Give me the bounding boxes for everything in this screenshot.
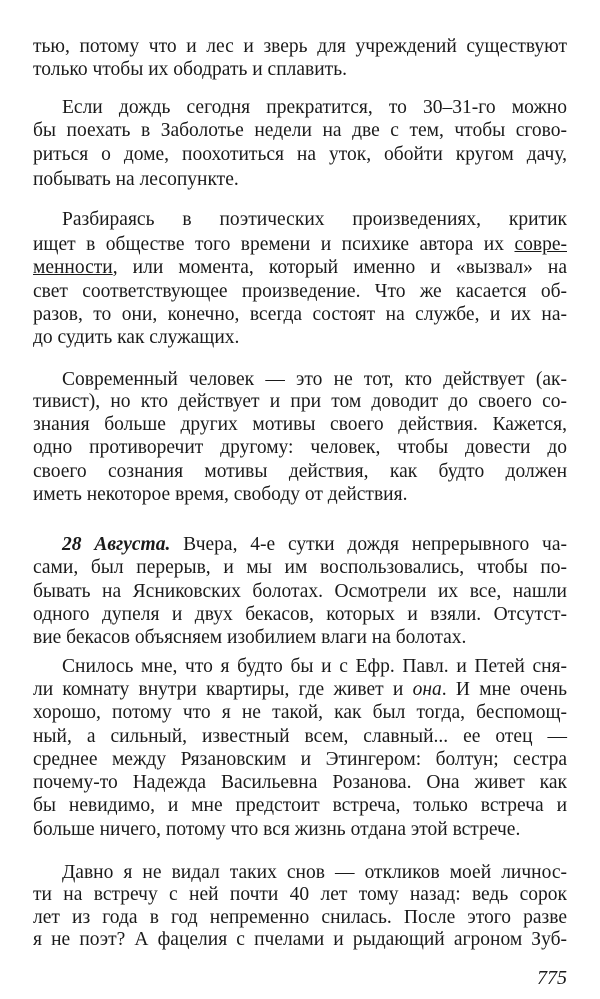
text-segment: риться о доме, поохотиться на уток, обойти кругом дачу, [33,144,567,165]
text-line [33,556,567,580]
text-line [62,368,567,392]
text-line [33,168,567,192]
text-segment: лет из года в год непременно снилась. После этого разве [33,907,567,928]
text-segment: бы поехать в Заболотье недели на две с тем, чтобы сгово- [33,120,567,141]
text-line [33,256,567,280]
text-line [33,906,567,930]
text-segment: почему-то Надежда Васильевна Розанова. Она живет как [33,772,567,793]
text-segment: до судить как служащих. [33,327,240,348]
text-line [33,119,567,143]
text-line [33,771,567,795]
text-line [33,35,567,59]
text-line [33,626,567,650]
text-line [33,818,567,842]
text-line [33,483,567,507]
text-line [33,233,567,257]
text-line [33,748,567,772]
text-line [33,58,567,82]
text-segment: одного дупеля и двух бекасов, которых и взяли. Отсутст- [33,604,567,625]
text-line [33,928,567,952]
text-line [33,390,567,414]
page-number: 775 [537,967,567,989]
text-segment: вие бекасов объясняем изобилием влаги на болотах. [33,627,467,648]
text-segment: среднее между Рязановским и Этингером: болтун; сестра [33,749,567,770]
text-segment: бы невидимо, и мне предстоит встреча, только встреча и [33,795,567,816]
text-segment: своего сознания мотивы действия, как будто должен [33,461,567,482]
text-line [33,701,567,725]
text-line [33,280,567,304]
text-segment: одно противоречит другому: человек, чтобы довести до [33,437,567,458]
text-segment: ищет в обществе того времени и психике автора их [33,234,515,255]
text-segment: ти на встречу с ней почти 40 лет тому назад: ведь сорок [33,884,567,905]
text-segment: Вчера, 4-е сутки дождя непрерывного ча- [170,534,567,555]
text-segment: Снилось мне, что я будто бы и с Ефр. Павл. и Петей сня- [62,656,567,677]
text-segment: , или момента, который именно и «вызвал» на [112,257,567,278]
text-segment: бывать на Ясниковских болотах. Осмотрели их все, нашли [33,581,567,602]
text-segment: тью, потому что и лес и зверь для учреждений существуют [33,36,567,57]
underlined-text: совре- [514,234,567,255]
text-segment: ный, а сильный, известный всем, славный... ее отец — [33,726,567,747]
text-line [33,603,567,627]
text-line [33,794,567,818]
text-segment: побывать на лесопункте. [33,169,239,190]
text-segment: сами, был перерыв, и мы им воспользовались, чтобы по- [33,557,567,578]
text-line [33,883,567,907]
text-segment: разов, то они, конечно, всегда состоят на службе, и их на- [33,304,567,325]
text-line [33,460,567,484]
text-segment: Если дождь сегодня прекратится, то 30–31-го можно [62,97,567,118]
text-segment: я не поэт? А фацелия с пчелами и рыдающий агроном Зуб- [33,929,567,950]
text-line [33,413,567,437]
text-segment: знания больше других мотивы своего действия. Кажется, [33,414,567,435]
text-line [62,96,567,120]
text-line [62,208,567,232]
text-line [33,303,567,327]
text-line [33,678,567,702]
underlined-text: менности [33,257,113,278]
text-line [33,143,567,167]
text-line [33,580,567,604]
text-segment: хорошо, потому что я не такой, как был тогда, беспомощ- [33,702,567,723]
text-segment: больше ничего, потому что вся жизнь отдана этой встрече. [33,819,521,840]
date-heading: 28 Августа. [62,534,171,555]
text-line [33,436,567,460]
text-segment: Разбираясь в поэтических произведениях, критик [62,209,567,230]
text-line [33,725,567,749]
text-segment: ли комнату внутри квартиры, где живет и [33,679,413,700]
text-segment: иметь некоторое время, свободу от действия. [33,484,408,505]
text-line [62,861,567,885]
text-segment: Современный человек — это не тот, кто действует (ак- [62,369,567,390]
emphasis: она [412,679,442,700]
text-line [62,655,567,679]
text-segment: свет соответствующее произведение. Что же касается об- [33,281,567,302]
text-segment: . И мне очень [441,679,567,700]
text-segment: только чтобы их ободрать и сплавить. [33,59,347,80]
text-line [62,533,567,557]
text-segment: Давно я не видал таких снов — откликов моей личнос- [62,862,567,883]
text-segment: тивист), но кто действует и при том доводит до своего со- [33,391,567,412]
text-line [33,326,567,350]
